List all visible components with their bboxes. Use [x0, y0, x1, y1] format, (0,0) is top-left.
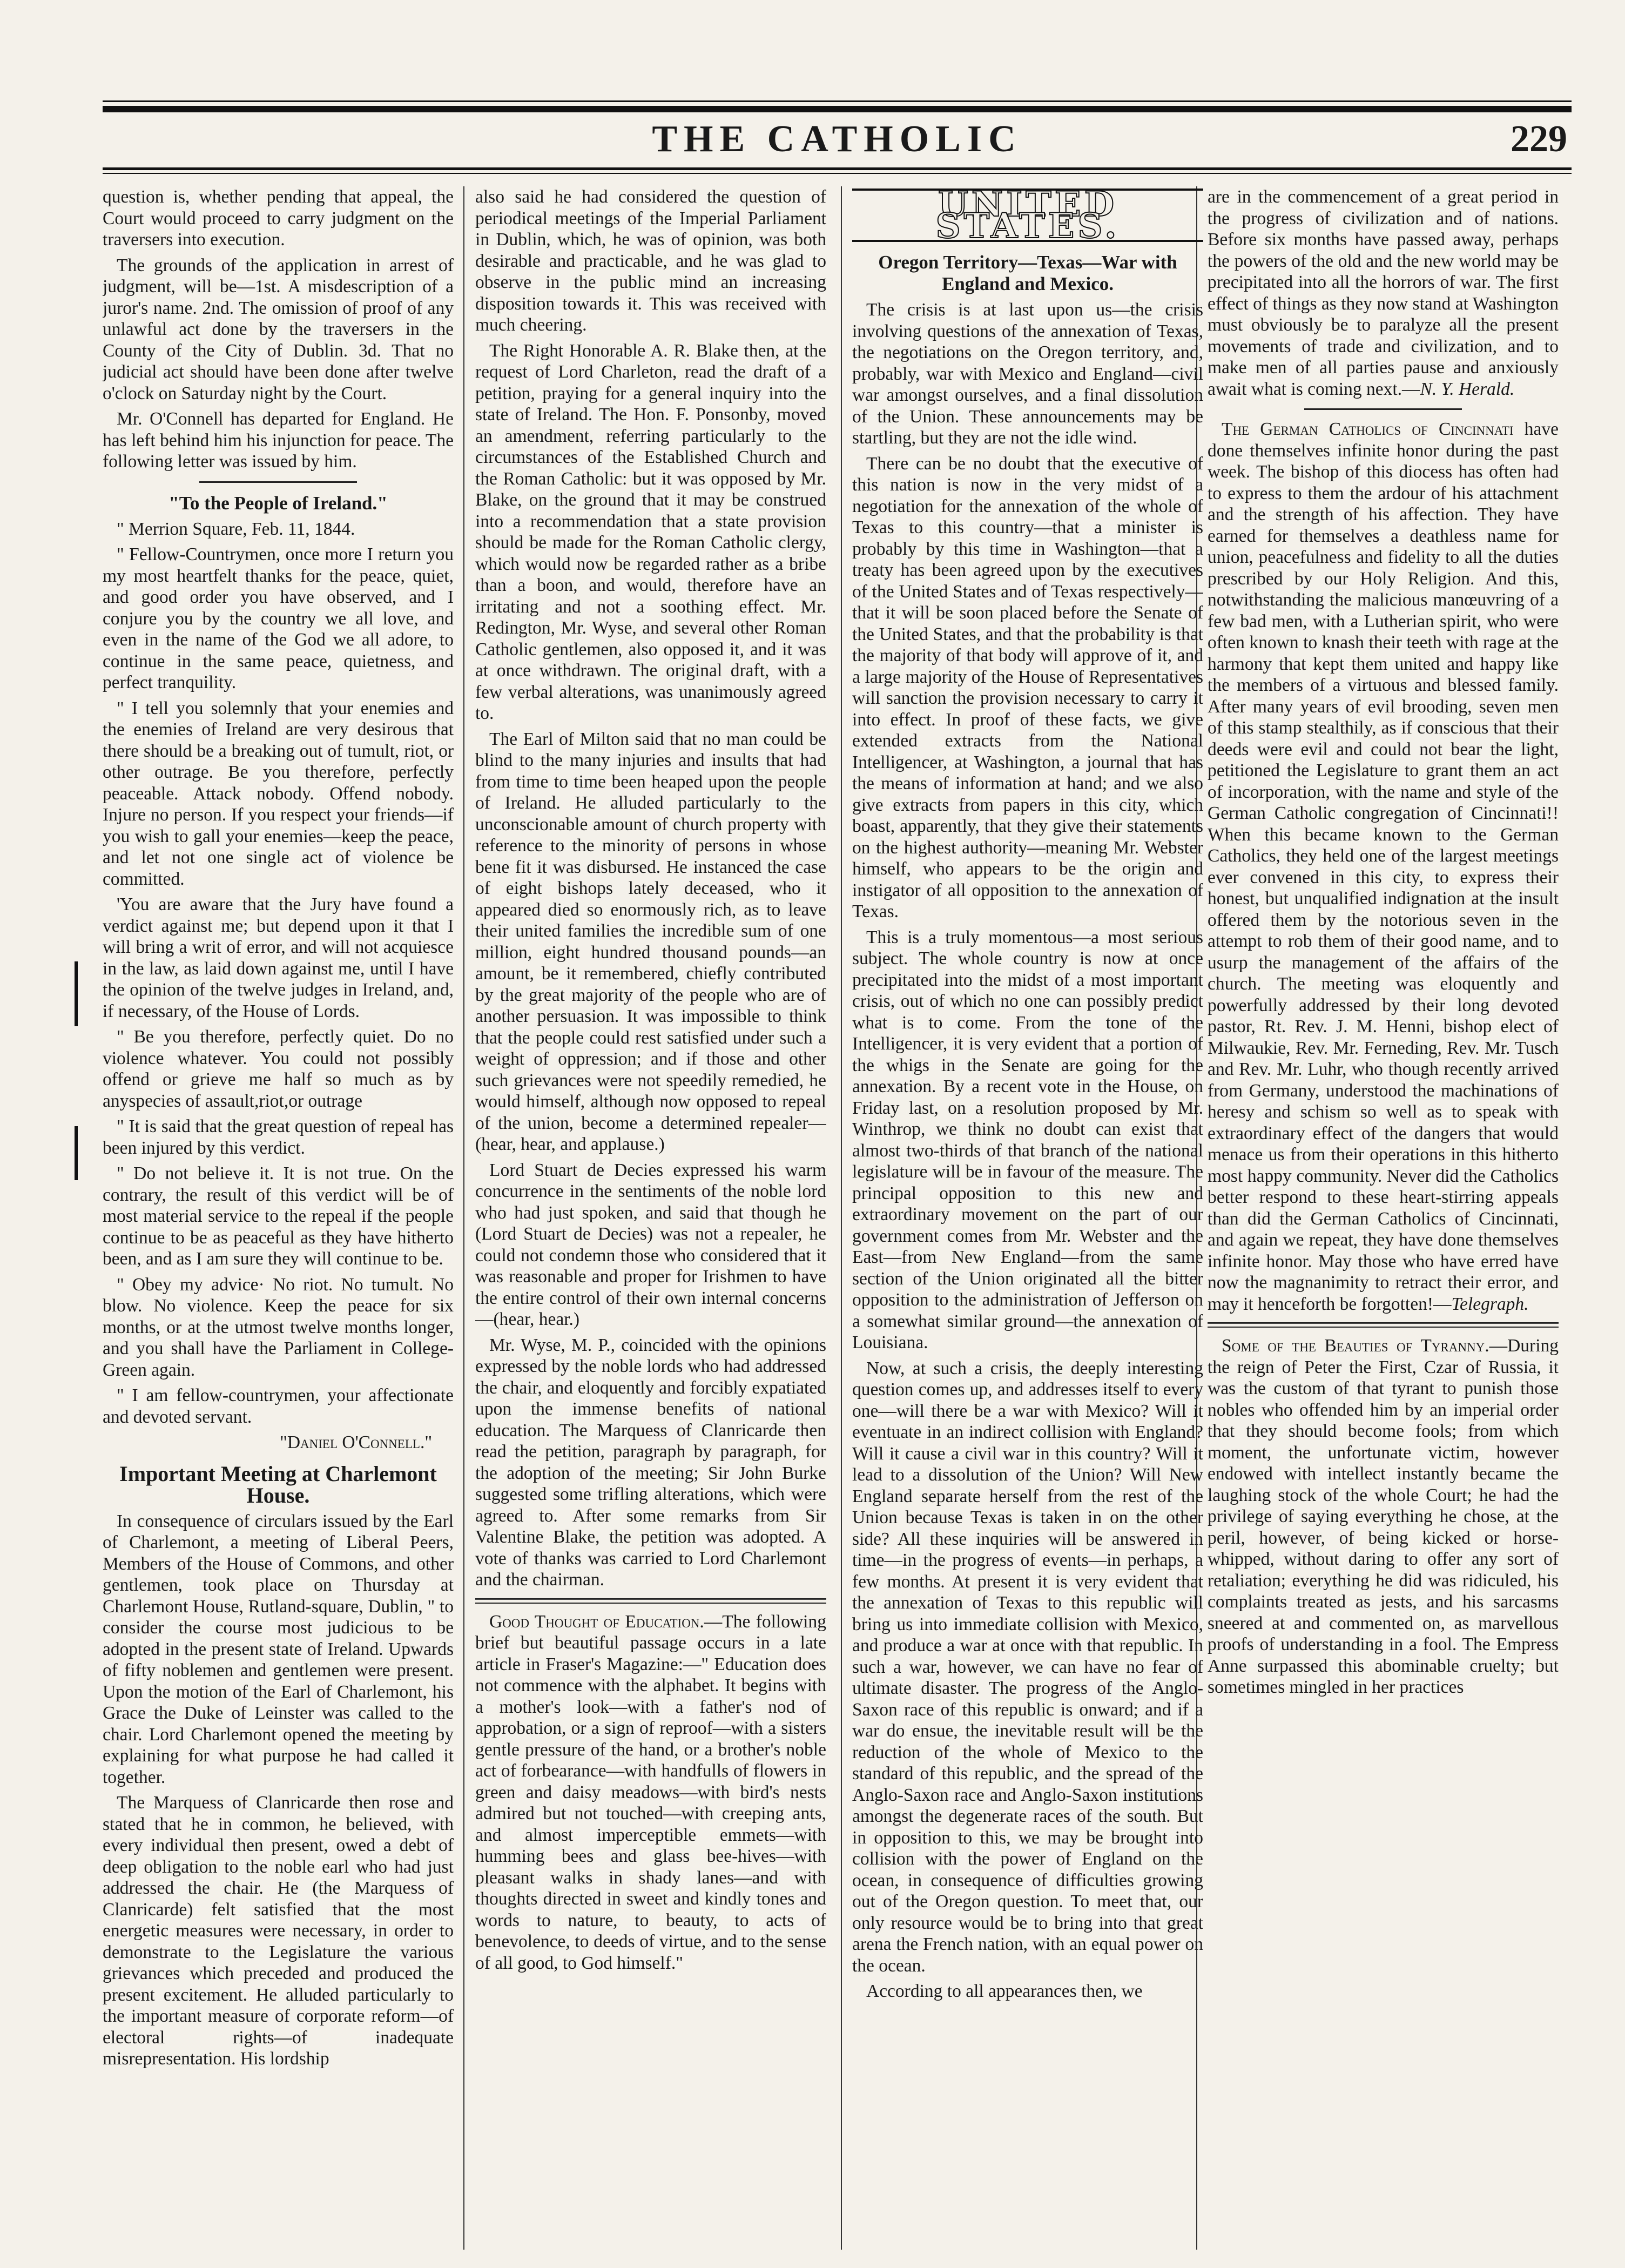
article-text: —The following brief but beautiful passage occurs in a late article in Fraser's Magazine:—" Education does not commence with the alphabet. It begins with a mother's look—with a father's nod of approbation, or a sign of reproof—with a sisters gentle pressure of the hand, or a brother's noble act of forbearance—with handfulls of flowers in green and daisy meadows—with bird's nests admired but not touched—with creeping ants, and almost imperceptible emmets—with humming bees and glass bee-hives—with pleasant walks in shady lanes—and with thoughts directed in sweet and kindly tones and words to nature, to beauty, to acts of benevolence, to deeds of virtue, and to the sense of all good, to God himself.": [475, 1611, 826, 1973]
separator: [475, 1598, 826, 1604]
separator: [1208, 1322, 1559, 1328]
column-2: [475, 186, 826, 2255]
paragraph: question is, whether pending that appeal, the Court would proceed to carry judgment on the traversers into execution.: [103, 187, 454, 250]
letter-paragraph: " Be you therefore, perfectly quiet. Do no violence whatever. You could not possibly offend or grieve me half so much as by anyspecies of assault,riot,or outrage: [103, 1027, 454, 1111]
letter-dateline: " Merrion Square, Feb. 11, 1844.: [117, 519, 355, 539]
letter-heading: "To the People of Ireland.": [168, 492, 388, 514]
section-banner: UNITED STATES.: [852, 189, 1203, 242]
paragraph: [1208, 1335, 1559, 1698]
paragraph: According to all appearances then, we: [866, 1981, 1143, 2001]
article-text: have done themselves infinite honor during the past week. The bishop of this diocess has often had to express to them the ardour of his attachment and the strength of his affection. They have earned for themselves a deathless name for union, peacefulness and fidelity to all the duties prescribed by our Holy Religion. And this, notwithstanding the malicious manœuvring of a few bad men, with a Lutherian spirit, who were often known to knash their teeth with rage at the harmony that kept them united and happy like the members of a virtuous and blessed family. After many years of evil brooding, seven men of this stamp stealthily, as if conscious that their deeds were evil and could not bear the light, petitioned the Legislature to grant them an act of incorporation, with the name and style of the German Catholic congregation of Cincinnati!! When this became known to the German Catholics, they held one of the largest meetings ever convened in this city, to express their honest, but unqualified indignation at the insult offered them by the notorious seven in the attempt to rob them of their good name, and to usurp the management of the affairs of the church. The meeting was eloquently and powerfully addressed by their long devoted pastor, Rt. Rev. J. M. Henni, bishop elect of Milwaukie, Rev. Mr. Ferneding, Rev. Mr. Tusch and Rev. Mr. Luhr, who though recently arrived from Germany, understood the machinations of heresy and schism so well as to speak with extraordinary effect of the dangers that would menace us from their operations in this hitherto most happy community. Never did the Catholics better respond to these heart-stirring appeals than did the German Catholics of Cincinnati, and again we repeat, they have done themselves infinite honor. May those who have erred have now the magnanimity to retract their error, and may it henceforth be forgotten!—: [1208, 419, 1559, 1314]
letter-paragraph: " Fellow-Countrymen, once more I return you my most heartfelt thanks for the peace, quiet, and good order you have observed, and I conjure you by the country we all love, and even in the name of the God we all adore, to continue in the same peace, quietness, and perfect tranquility.: [103, 544, 454, 692]
margin-mark: [75, 1126, 78, 1180]
paragraph: Lord Stuart de Decies expressed his warm concurrence in the sentiments of the noble lord who had just spoken, and said that though he (Lord Stuart de Decies) was not a repealer, he could not condemn those who considered that it was reasonable and proper for Irishmen to have the entire control of their own internal concerns—(hear, hear.): [475, 1160, 826, 1329]
letter-signature: "Daniel O'Connell.": [280, 1432, 432, 1452]
paragraph: Mr. Wyse, M. P., coincided with the opinions expressed by the noble lords who had addressed the chair, and eloquently and forcibly expatiated upon the immense benefits of national education. The Marquess of Clanricarde then read the petition, paragraph by paragraph, for the adoption of the meeting; Sir John Burke suggested some trifling alterations, which were agreed to. After some remarks from Sir Valentine Blake, the petition was adopted. A vote of thanks was carried to Lord Charlemont and the chairman.: [475, 1335, 826, 1590]
article-text: are in the commencement of a great period in the progress of civilization and of nations. Before six months have passed away, perhaps the powers of the old and the new world may be precipitated into all the horrors of war. The first effect of things as they now stand at Washington must obviously be to paralyze all the present movements of trade and civilization, and to make men of all parties pause and anxiously await what is coming next.—: [1208, 187, 1559, 399]
letter-paragraph: " Do not believe it. It is not true. On the contrary, the result of this verdict will be of most material service to the repeal if the people continue to be as peaceful as they have hitherto been, and as I am sure they will continue to be.: [103, 1163, 454, 1269]
separator: [199, 481, 358, 483]
article-lead: The German Catholics of Cincinnati: [1222, 419, 1514, 439]
masthead-bottom-rule-thin: [103, 173, 1572, 174]
article-text: —During the reign of Peter the First, Czar of Russia, it was the custom of that tyrant to punish those nobles who offended him by an imperial order that they should become fools; from which moment, the unfortunate victim, however endowed with intellect instantly became the laughing stock of the whole Court; he had the privilege of saying everything he chose, at the peril, however, of being kicked or horse-whipped, without daring to offer any sort of retaliation; everything he did was ridiculed, his complaints treated as jests, and his sarcasms sneered at and commented on, as marvellous proofs of understanding in a fool. The Empress Anne surpassed this abominable cruelty; but sometimes mingled in her practices: [1208, 1336, 1559, 1697]
column-1: [103, 186, 454, 2255]
margin-mark: [75, 961, 78, 1026]
letter-paragraph: " I am fellow-countrymen, your affectionate and devoted servant.: [103, 1385, 454, 1427]
page-number: 229: [1511, 118, 1567, 160]
separator: [1304, 408, 1462, 410]
article-heading: Important Meeting at Charlemont House.: [119, 1461, 437, 1507]
paragraph: In consequence of circulars issued by the Earl of Charlemont, a meeting of Liberal Peers, Members of the House of Commons, and other gentlemen, took place on Thursday at Charlemont House, Rutland-square, Dublin, " to consider the course most judicious to be adopted in the present state of Ireland. Upwards of fifty noblemen and gentlemen were present. Upon the motion of the Earl of Charlemont, his Grace the Duke of Leinster was called to the chair. Lord Charlemont opened the meeting by explaining for what purpose he had called it together.: [103, 1511, 454, 1787]
letter-paragraph: " It is said that the great question of repeal has been injured by this verdict.: [103, 1116, 454, 1158]
paragraph: This is a truly momentous—a most serious subject. The whole country is now at once precipitated into the midst of a most important crisis, out of which no one can possibly predict what is to come. From the tone of the Intelligencer, it is very evident that a portion of the whigs in the Senate are going for the annexation. By a recent vote in the House, on Friday last, on a resolution proposed by Mr. Winthrop, we think no doubt can exist that almost two-thirds of that branch of the national legislature will be in favour of the measure. The principal opposition to this new and extraordinary movement on the part of our government comes from Mr. Webster and the East—from New England—from the same section of the Union originated all the bitter opposition to the administration of Jefferson on a somewhat similar ground—the annexation of Louisiana.: [852, 927, 1203, 1352]
paragraph: [1208, 186, 1559, 400]
column-3: [852, 186, 1203, 2255]
article-lead: Good Thought of Education.: [489, 1611, 704, 1632]
paragraph: The grounds of the application in arrest of judgment, will be—1st. A misdescription of a juror's name. 2nd. The omission of proof of any unlawful act done by the traversers in the County of the City of Dublin. 3d. That no judicial act should have been done after twelve o'clock on Saturday night by the Court.: [103, 255, 454, 403]
column-4: [1208, 186, 1559, 2255]
masthead: [103, 118, 1572, 161]
article-lead: Some of the Beauties of Tyranny.: [1222, 1336, 1489, 1356]
paragraph: also said he had considered the question of periodical meetings of the Imperial Parliament in Dublin, which, he was of opinion, was both desirable and practicable, and he was glad to observe in the public mind an increasing disposition towards it. This was received with much cheering.: [475, 187, 826, 335]
source-credit: Telegraph.: [1451, 1294, 1529, 1314]
paragraph: Now, at such a crisis, the deeply interesting question comes up, and addresses itself to every one—will there be a war with Mexico? Will it eventuate in an indirect collision with England? Will it cause a civil war in this country? Will it lead to a dissolution of the Union? Will New England separate herself from the rest of the Union because Texas is taken in on the other side? All these inquiries will be answered in time—in the progress of events—in perhaps, a few months. At present it is very evident that the annexation of Texas to this republic will bring us into immediate collision with Mexico, and produce a war at once with that republic. In such a war, however, we can have no fear of ultimate disaster. The progress of the Anglo-Saxon race of this republic is onward; and if a war do ensue, the inevitable result will be the reduction of the whole of Mexico to the standard of this republic, and the spread of the Anglo-Saxon race and Anglo-Saxon institutions amongst the degenerate races of the south. But in opposition to this, we may be brought into collision with the power of England on the ocean, in consequence of difficulties growing out of the Oregon question. To meet that, our only resource would be to bring into that great arena the French nation, with an equal power on the ocean.: [852, 1358, 1203, 1976]
paragraph: The crisis is at last upon us—the crisis involving questions of the annexation of Texas, the negotiations on the Oregon territory, and, probably, war with Mexico and England—civil war amongst ourselves, and a final dissolution of the Union. These announcements may be startling, but they are not the idle wind.: [852, 300, 1203, 448]
paragraph: The Earl of Milton said that no man could be blind to the many injuries and insults that had from time to time been heaped upon the people of Ireland. He alluded particularly to the unconscionable amount of church property with reference to the minority of persons in whose bene fit it was disbursed. He instanced the case of eight bishops lately deceased, who it appeared died so enormously rich, as to leave their united families the incredible sum of one million, eight hundred thousand pounds—an amount, be it remembered, chiefly contributed by the great majority of the people who are of another persuasion. It was impossible to think that the people could rest satisfied under such a weight of oppression; and if those and other such grievances were not speedily remedied, he would himself, although now opposed to repeal of the union, become a determined repealer—(hear, hear, and applause.): [475, 729, 826, 1154]
paragraph: [475, 1611, 826, 1974]
paragraph: Mr. O'Connell has departed for England. He has left behind him his injunction for peace. The following letter was issued by him.: [103, 409, 454, 472]
top-rule-thin: [103, 100, 1572, 102]
column-divider: [463, 186, 464, 2250]
top-rule-thick: [103, 106, 1572, 112]
newspaper-title: THE CATHOLIC: [652, 118, 1022, 160]
column-divider: [841, 186, 842, 2250]
paragraph: The Marquess of Clanricarde then rose and stated that he in common, he believed, with every individual then present, owed a debt of deep obligation to the noble earl who had just addressed the chair. He (the Marquess of Clanricarde) felt satisfied that the most energetic measures were necessary, in order to demonstrate to the Legislature the various grievances which preceded and produced the present excitement. He alluded particularly to the important measure of corporate reform—of electoral rights—of inadequate misrepresentation. His lordship: [103, 1793, 454, 2069]
article-heading: Oregon Territory—Texas—War with England and Mexico.: [878, 252, 1177, 294]
paragraph: [1208, 419, 1559, 1315]
paragraph: The Right Honorable A. R. Blake then, at the request of Lord Charleton, read the draft of a petition, praying for a general inquiry into the state of Ireland. The Hon. F. Ponsonby, moved an amendment, referring particularly to the circumstances of the Established Church and the Roman Catholic: but it was opposed by Mr. Blake, on the ground that it may be construed into a recommendation that a state provision should be made for the Roman Catholic clergy, which would now be regarded rather as a bribe than a boon, and would, therefore have an irritating and not a soothing effect. Mr. Redington, Mr. Wyse, and several other Roman Catholic gentlemen, also opposed it, and it was at once withdrawn. The original draft, with a few verbal alterations, was unanimously agreed to.: [475, 340, 826, 723]
letter-paragraph: " I tell you solemnly that your enemies and the enemies of Ireland are very desirous that there should be a breaking out of tumult, riot, or other outrage. Be you therefore, perfectly peaceable. Attack nobody. Offend nobody. Injure no person. If you respect your friends—if you wish to gall your enemies—keep the peace, and let not one single act of violence be committed.: [103, 698, 454, 889]
paragraph: There can be no doubt that the executive of this nation is now in the very midst of a negotiation for the annexation of the whole of Texas to this country—that a minister is probably by this time in Washington—that a treaty has been agreed upon by the executives of the United States and of Texas respectively—that it will be soon placed before the Senate of the United States, and that the probability is that the majority of that body will approve of it, and a large majority of the House of Representatives will sanction the provision necessary to carry it into effect. In proof of these facts, we give extended extracts from the National Intelligencer, at Washington, a journal that has the means of information at hand; and we also give extracts from papers in this city, which boast, apparently, that they give their statements on the highest authority—meaning Mr. Webster himself, who appears to be the origin and instigator of all opposition to the annexation of Texas.: [852, 453, 1203, 921]
masthead-bottom-rule: [103, 167, 1572, 170]
letter-paragraph: " Obey my advice· No riot. No tumult. No blow. No violence. Keep the peace for six months, or at the utmost twelve months longer, and you shall have the Parliament in College-Green again.: [103, 1274, 454, 1380]
source-credit: N. Y. Herald.: [1420, 379, 1515, 399]
letter-paragraph: 'You are aware that the Jury have found a verdict against me; but depend upon it that I will bring a writ of error, and will not acquiesce in the law, as laid down against me, until I have the opinion of the twelve judges in Ireland, and, if necessary, of the House of Lords.: [103, 894, 454, 1021]
